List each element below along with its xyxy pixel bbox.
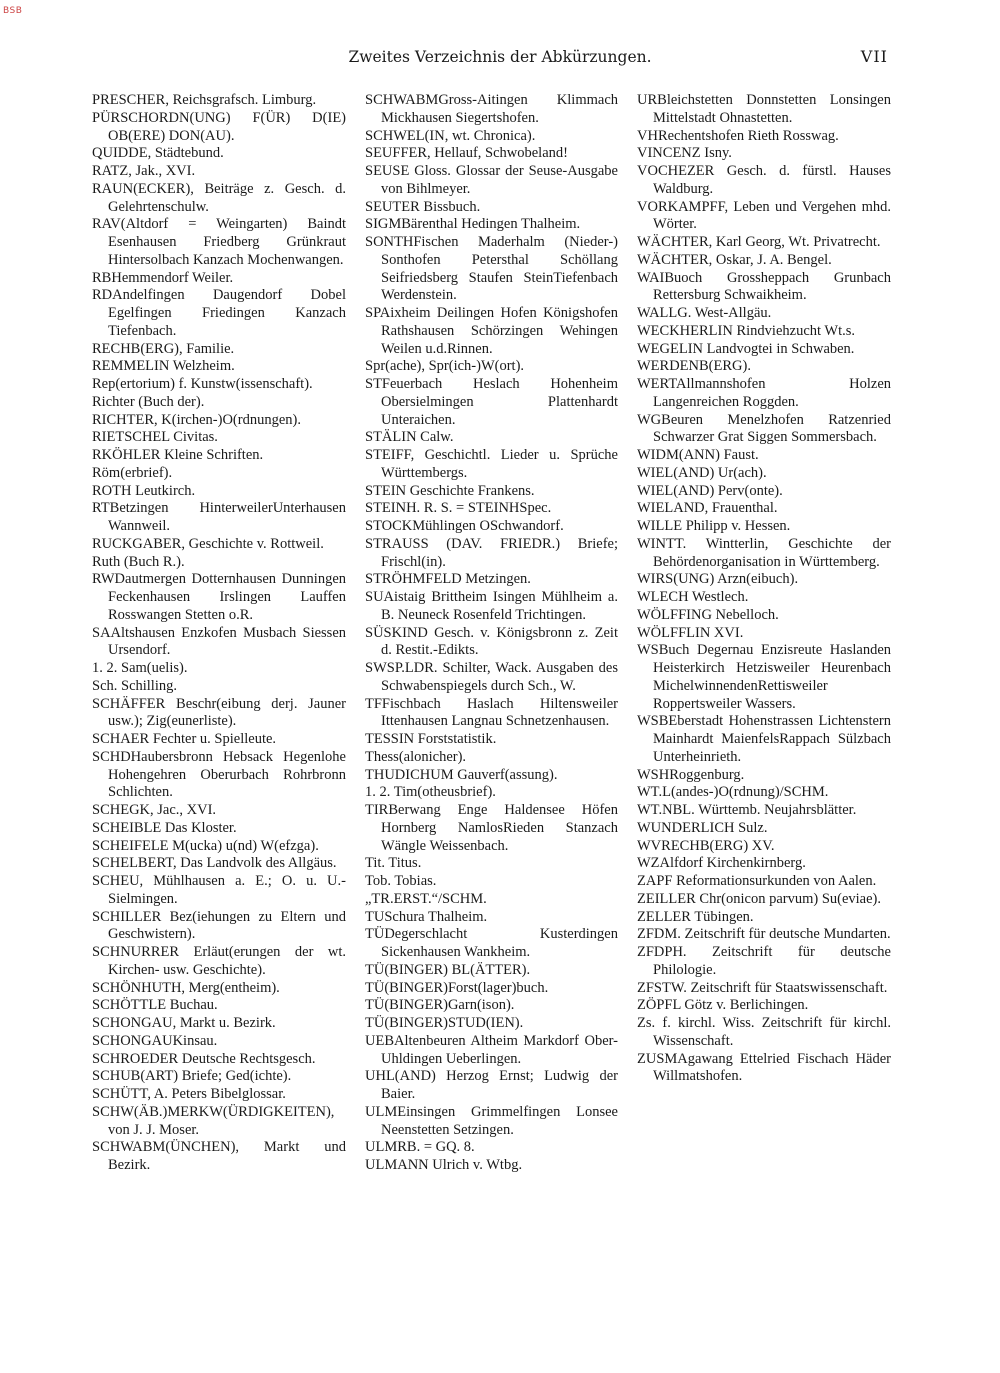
abbreviation-entry: Rep(ertorium) f. Kunstw(issenschaft). — [92, 376, 313, 392]
abbreviation-entry: SEUFFER, Hellauf, Schwobeland! — [365, 145, 568, 162]
abbreviation-entry: TÜ(BINGER)Garn(ison). — [365, 997, 515, 1014]
abbreviation-entry: SCHNURRER Erläut(erungen der wt. Kirchen- usw. Geschichte). — [92, 944, 346, 978]
abbreviation-entry: RAV(Altdorf = Weingarten) Baindt Esenhausen Friedberg Grünkraut Hintersolbach Kanzach Mochenwangen. — [92, 216, 346, 268]
abbreviation-entry: WUNDERLICH Sulz. — [637, 819, 768, 836]
abbreviation-entry: WSHRoggenburg. — [637, 766, 745, 783]
abbreviation-entry: SCHÖTTLE Buchau. — [92, 997, 218, 1014]
abbreviation-entry: TÜ(BINGER)Forst(lager)buch. — [365, 979, 549, 996]
abbreviation-entry: SCHDHaubersbronn Hebsack Hegenlohe Hohengehren Oberurbach Rohrbronn Schlichten. — [92, 748, 346, 801]
abbreviation-entry: WIEL(AND) Perv(onte). — [637, 482, 783, 499]
abbreviation-entry: WECKHERLIN Rindviehzucht Wt.s. — [637, 322, 856, 339]
abbreviation-entry: SWSP.LDR. Schilter, Wack. Ausgaben des Schwabenspiegels durch Sch., W. — [365, 660, 618, 694]
abbreviation-entry: PRESCHER, Reichsgrafsch. Limburg. — [92, 92, 317, 108]
abbreviation-entry: RWDautmergen Dotternhausen Dunningen Feckenhausen Irslingen Lauffen Rosswangen Stetten o.R. — [92, 571, 346, 623]
abbreviation-entry: SCHEGK, Jac., XVI. — [92, 802, 217, 818]
abbreviation-entry: WT.NBL. Württemb. Neujahrsblätter. — [637, 802, 857, 818]
abbreviation-entry: SCHONGAU, Markt u. Bezirk. — [92, 1015, 276, 1031]
abbreviation-entry: TÜ(BINGER) BL(ÄTTER). — [365, 961, 531, 978]
abbreviation-entry: „TR.ERST.“/SCHM. — [365, 890, 487, 907]
abbreviation-entry: VHRechentshofen Rieth Rosswag. — [637, 127, 839, 144]
abbreviation-entry: TÜ(BINGER)STUD(IEN). — [365, 1015, 524, 1031]
abbreviation-entry: SCHUB(ART) Briefe; Ged(ichte). — [92, 1068, 292, 1085]
abbreviation-entry: Ruth (Buch R.). — [92, 553, 185, 570]
abbreviation-entry: SCHONGAUKinsau. — [92, 1032, 218, 1049]
abbreviation-entry: ZÖPFL Götz v. Berlichingen. — [637, 997, 809, 1014]
abbreviation-entry: THUDICHUM Gauverf(assung). — [365, 766, 558, 783]
abbreviation-entry: WIELAND, Frauenthal. — [637, 500, 778, 517]
abbreviation-entry: VOCHEZER Gesch. d. fürstl. Hauses Waldburg. — [637, 163, 891, 197]
abbreviation-entry: SCHELBERT, Das Landvolk des Allgäus. — [92, 855, 337, 872]
abbreviation-entry: RKÖHLER Kleine Schriften. — [92, 447, 264, 463]
abbreviation-entry: WSBEberstadt Hohenstrassen Lichtenstern Mainhardt MaienfelsRappach Sülzbach Unterheinrieth. — [637, 713, 891, 765]
abbreviation-entry: WALLG. West-Allgäu. — [637, 305, 772, 321]
abbreviation-entry: SCHILLER Bez(iehungen zu Eltern und Geschwistern). — [92, 908, 346, 943]
abbreviation-entry: Spr(ache), Spr(ich-)W(ort). — [365, 358, 525, 375]
abbreviation-entry: PÜRSCHORDN(UNG) F(ÜR) D(IE) OB(ERE) DON(AU). — [92, 109, 346, 144]
abbreviation-entry: WÖLFFLIN XVI. — [637, 624, 744, 641]
abbreviation-entry: RIETSCHEL Civitas. — [92, 429, 218, 446]
abbreviation-entry: SCHWABM(ÜNCHEN), Markt und Bezirk. — [92, 1139, 346, 1173]
abbreviation-entry: VORKAMPFF, Leben und Vergehen mhd. Wörter. — [637, 198, 891, 233]
abbreviation-entry: WÄCHTER, Karl Georg, Wt. Privatrecht. — [637, 234, 881, 250]
abbreviation-entry: ZELLER Tübingen. — [637, 908, 754, 925]
abbreviation-entry: Röm(erbrief). — [92, 464, 173, 481]
abbreviation-entry: ULMANN Ulrich v. Wtbg. — [365, 1157, 523, 1173]
abbreviation-entry: SIGMBärenthal Hedingen Thalheim. — [365, 216, 581, 233]
abbreviation-entry: Richter (Buch der). — [92, 393, 205, 410]
abbreviation-entry: RECHB(ERG), Familie. — [92, 340, 235, 357]
abbreviation-entry: WGBeuren Menelzhofen Ratzenried Schwarzer Grat Siggen Sommersbach. — [637, 411, 891, 446]
abbreviation-entry: SCHROEDER Deutsche Rechtsgesch. — [92, 1050, 316, 1067]
abbreviation-entry: WSBuch Degernau Enzisreute Haslanden Heisterkirch Hetzisweiler Heurenbach MichelwinnendenRettisweiler Roppertsweiler Wassers. — [637, 642, 891, 712]
abbreviation-entry: RBHemmendorf Weiler. — [92, 269, 234, 286]
abbreviation-entry: ZFDM. Zeitschrift für deutsche Mundarten. — [637, 926, 891, 943]
abbreviation-entry: WERDENB(ERG). — [637, 358, 751, 375]
abbreviation-entry: SPAixheim Deilingen Hofen Königshofen Rathshausen Schörzingen Wehingen Weilen u.d.Rinnen. — [365, 305, 618, 357]
abbreviation-entry: STRAUSS (DAV. FRIEDR.) Briefe; Frischl(in). — [365, 535, 618, 570]
abbreviation-entry: TIRBerwang Enge Haldensee Höfen Hornberg NamlosRieden Stanzach Wängle Weissenbach. — [365, 802, 618, 854]
abbreviation-entry: ZAPF Reformationsurkunden von Aalen. — [637, 873, 877, 889]
abbreviation-entry: TFFischbach Haslach Hiltensweiler Ittenhausen Langnau Schnetzenhausen. — [365, 695, 618, 730]
abbreviation-entry: RAUN(ECKER), Beiträge z. Gesch. d. Gelehrtenschulw. — [92, 180, 346, 215]
abbreviation-entry: ZFDPH. Zeitschrift für deutsche Philologie. — [637, 944, 891, 978]
abbreviation-entry: WAIBuoch Grossheppach Grunbach Rettersburg Schwaikheim. — [637, 269, 891, 304]
abbreviation-entry: STOCKMühlingen OSchwandorf. — [365, 518, 564, 534]
abbreviation-entry: WÄCHTER, Oskar, J. A. Bengel. — [637, 251, 832, 268]
abbreviation-entry: STEIN Geschichte Frankens. — [365, 482, 535, 499]
abbreviation-entry: Thess(alonicher). — [365, 748, 467, 765]
abbreviation-entry: REMMELIN Welzheim. — [92, 358, 235, 375]
abbreviation-column-2 — [365, 92, 618, 1175]
abbreviation-entry: SCHAER Fechter u. Spielleute. — [92, 731, 277, 747]
abbreviation-entry: Sch. Schilling. — [92, 677, 177, 694]
abbreviation-entry: TÜDegerschlacht Kusterdingen Sickenhausen Wankheim. — [365, 926, 618, 960]
abbreviation-entry: WIRS(UNG) Arzn(eibuch). — [637, 571, 799, 588]
abbreviation-column-1 — [92, 92, 346, 1175]
abbreviation-entry: SCHWABMGross-Aitingen Klimmach Mickhausen Siegertshofen. — [365, 92, 618, 126]
abbreviation-entry: 1. 2. Sam(uelis). — [92, 660, 188, 676]
abbreviation-entry: WIEL(AND) Ur(ach). — [637, 464, 767, 481]
abbreviation-entry: SCHWEL(IN, wt. Chronica). — [365, 127, 536, 144]
abbreviation-entry: WVRECHB(ERG) XV. — [637, 837, 775, 854]
abbreviation-entry: RICHTER, K(irchen-)O(rdnungen). — [92, 411, 301, 428]
abbreviation-entry: RATZ, Jak., XVI. — [92, 163, 196, 179]
abbreviation-entry: STRÖHMFELD Metzingen. — [365, 571, 531, 588]
abbreviation-entry: SCHEU, Mühlhausen a. E.; O. u. U.-Sielmingen. — [92, 873, 346, 907]
abbreviation-entry: STÄLIN Calw. — [365, 429, 454, 446]
abbreviation-entry: WÖLFFING Nebelloch. — [637, 606, 779, 623]
abbreviation-entry: SEUTER Bissbuch. — [365, 198, 481, 215]
abbreviation-entry: STEIFF, Geschichtl. Lieder u. Sprüche Württembergs. — [365, 447, 618, 481]
abbreviation-entry: WERTAllmannshofen Holzen Langenreichen Roggden. — [637, 376, 891, 410]
abbreviation-entry: ZUSMAgawang Ettelried Fischach Häder Willmatshofen. — [637, 1050, 891, 1085]
abbreviation-entry: RTBetzingen HinterweilerUnterhausen Wannweil. — [92, 500, 346, 534]
abbreviation-entry: SONTHFischen Maderhalm (Nieder-) Sonthofen Petersthal Schöllang Seifriedsberg Staufen SteinTiefenbach Werdenstein. — [365, 234, 618, 304]
abbreviation-entry: TESSIN Forststatistik. — [365, 731, 497, 747]
abbreviation-entry: SCHÄFFER Beschr(eibung derj. Jauner usw.); Zig(eunerliste). — [92, 695, 346, 730]
abbreviation-entry: STFeuerbach Heslach Hohenheim Obersielmingen Plattenhardt Unteraichen. — [365, 376, 618, 428]
abbreviation-entry: ULMRB. = GQ. 8. — [365, 1139, 475, 1156]
abbreviation-entry: Tit. Titus. — [365, 855, 422, 872]
abbreviation-entry: URBleichstetten Donnstetten Lonsingen Mittelstadt Ohnastetten. — [637, 92, 891, 126]
abbreviation-entry: WT.L(andes-)O(rdnung)/SCHM. — [637, 784, 829, 801]
page-number: VII — [860, 47, 888, 66]
abbreviation-entry: 1. 2. Tim(otheusbrief). — [365, 784, 496, 801]
abbreviation-entry: SAAltshausen Enzkofen Musbach Siessen Ursendorf. — [92, 624, 346, 659]
abbreviation-column-3 — [637, 92, 891, 1086]
abbreviation-entry: SCHEIBLE Das Kloster. — [92, 819, 237, 836]
page-title: Zweites Verzeichnis der Abkürzungen. — [348, 48, 652, 66]
abbreviation-entry: WILLE Philipp v. Hessen. — [637, 518, 791, 534]
abbreviation-entry: WZAlfdorf Kirchenkirnberg. — [637, 855, 806, 872]
abbreviation-entry: RDAndelfingen Daugendorf Dobel Egelfingen Friedingen Kanzach Tiefenbach. — [92, 287, 346, 339]
abbreviation-entry: SCHEIFELE M(ucka) u(nd) W(efzga). — [92, 837, 319, 854]
abbreviation-entry: WEGELIN Landvogtei in Schwaben. — [637, 340, 855, 357]
abbreviation-entry: QUIDDE, Städtebund. — [92, 145, 224, 162]
abbreviation-entry: WLECH Westlech. — [637, 589, 749, 605]
abbreviation-entry: ZFSTW. Zeitschrift für Staatswissenschaft. — [637, 979, 888, 996]
abbreviation-entry: SÜSKIND Gesch. v. Königsbronn z. Zeit d. Restit.-Edikts. — [365, 624, 618, 659]
library-watermark: BSB — [3, 6, 23, 16]
abbreviation-entry: Zs. f. kirchl. Wiss. Zeitschrift für kirchl. Wissenschaft. — [637, 1015, 891, 1049]
abbreviation-entry: SUAistaig Brittheim Isingen Mühlheim a. B. Neuneck Rosenfeld Trichtingen. — [365, 589, 618, 623]
abbreviation-entry: SEUSE Gloss. Glossar der Seuse-Ausgabe von Bihlmeyer. — [365, 163, 618, 197]
abbreviation-entry: UEBAltenbeuren Altheim Markdorf Ober-Uhldingen Ueberlingen. — [365, 1032, 618, 1067]
abbreviation-entry: SCHÜTT, A. Peters Bibelglossar. — [92, 1086, 286, 1102]
abbreviation-entry: RUCKGABER, Geschichte v. Rottweil. — [92, 535, 324, 552]
abbreviation-entry: ULMEinsingen Grimmelfingen Lonsee Neenstetten Setzingen. — [365, 1103, 618, 1138]
abbreviation-entry: WIDM(ANN) Faust. — [637, 447, 759, 463]
abbreviation-entry: SCHÖNHUTH, Merg(entheim). — [92, 979, 280, 996]
abbreviation-entry: ROTH Leutkirch. — [92, 482, 196, 499]
abbreviation-entry: STEINH. R. S. = STEINHSpec. — [365, 500, 552, 517]
abbreviation-entry: UHL(AND) Herzog Ernst; Ludwig der Baier. — [365, 1068, 618, 1102]
abbreviation-entry: SCHW(ÄB.)MERKW(ÜRDIGKEITEN), von J. J. Moser. — [92, 1103, 335, 1138]
abbreviation-entry: TUSchura Thalheim. — [365, 908, 488, 925]
abbreviation-entry: ZEILLER Chr(onicon parvum) Su(eviae). — [637, 890, 882, 907]
abbreviation-entry: Tob. Tobias. — [365, 873, 437, 889]
abbreviation-entry: WINTT. Wintterlin, Geschichte der Behördenorganisation in Württemberg. — [637, 535, 891, 570]
abbreviation-entry: VINCENZ Isny. — [637, 145, 732, 162]
